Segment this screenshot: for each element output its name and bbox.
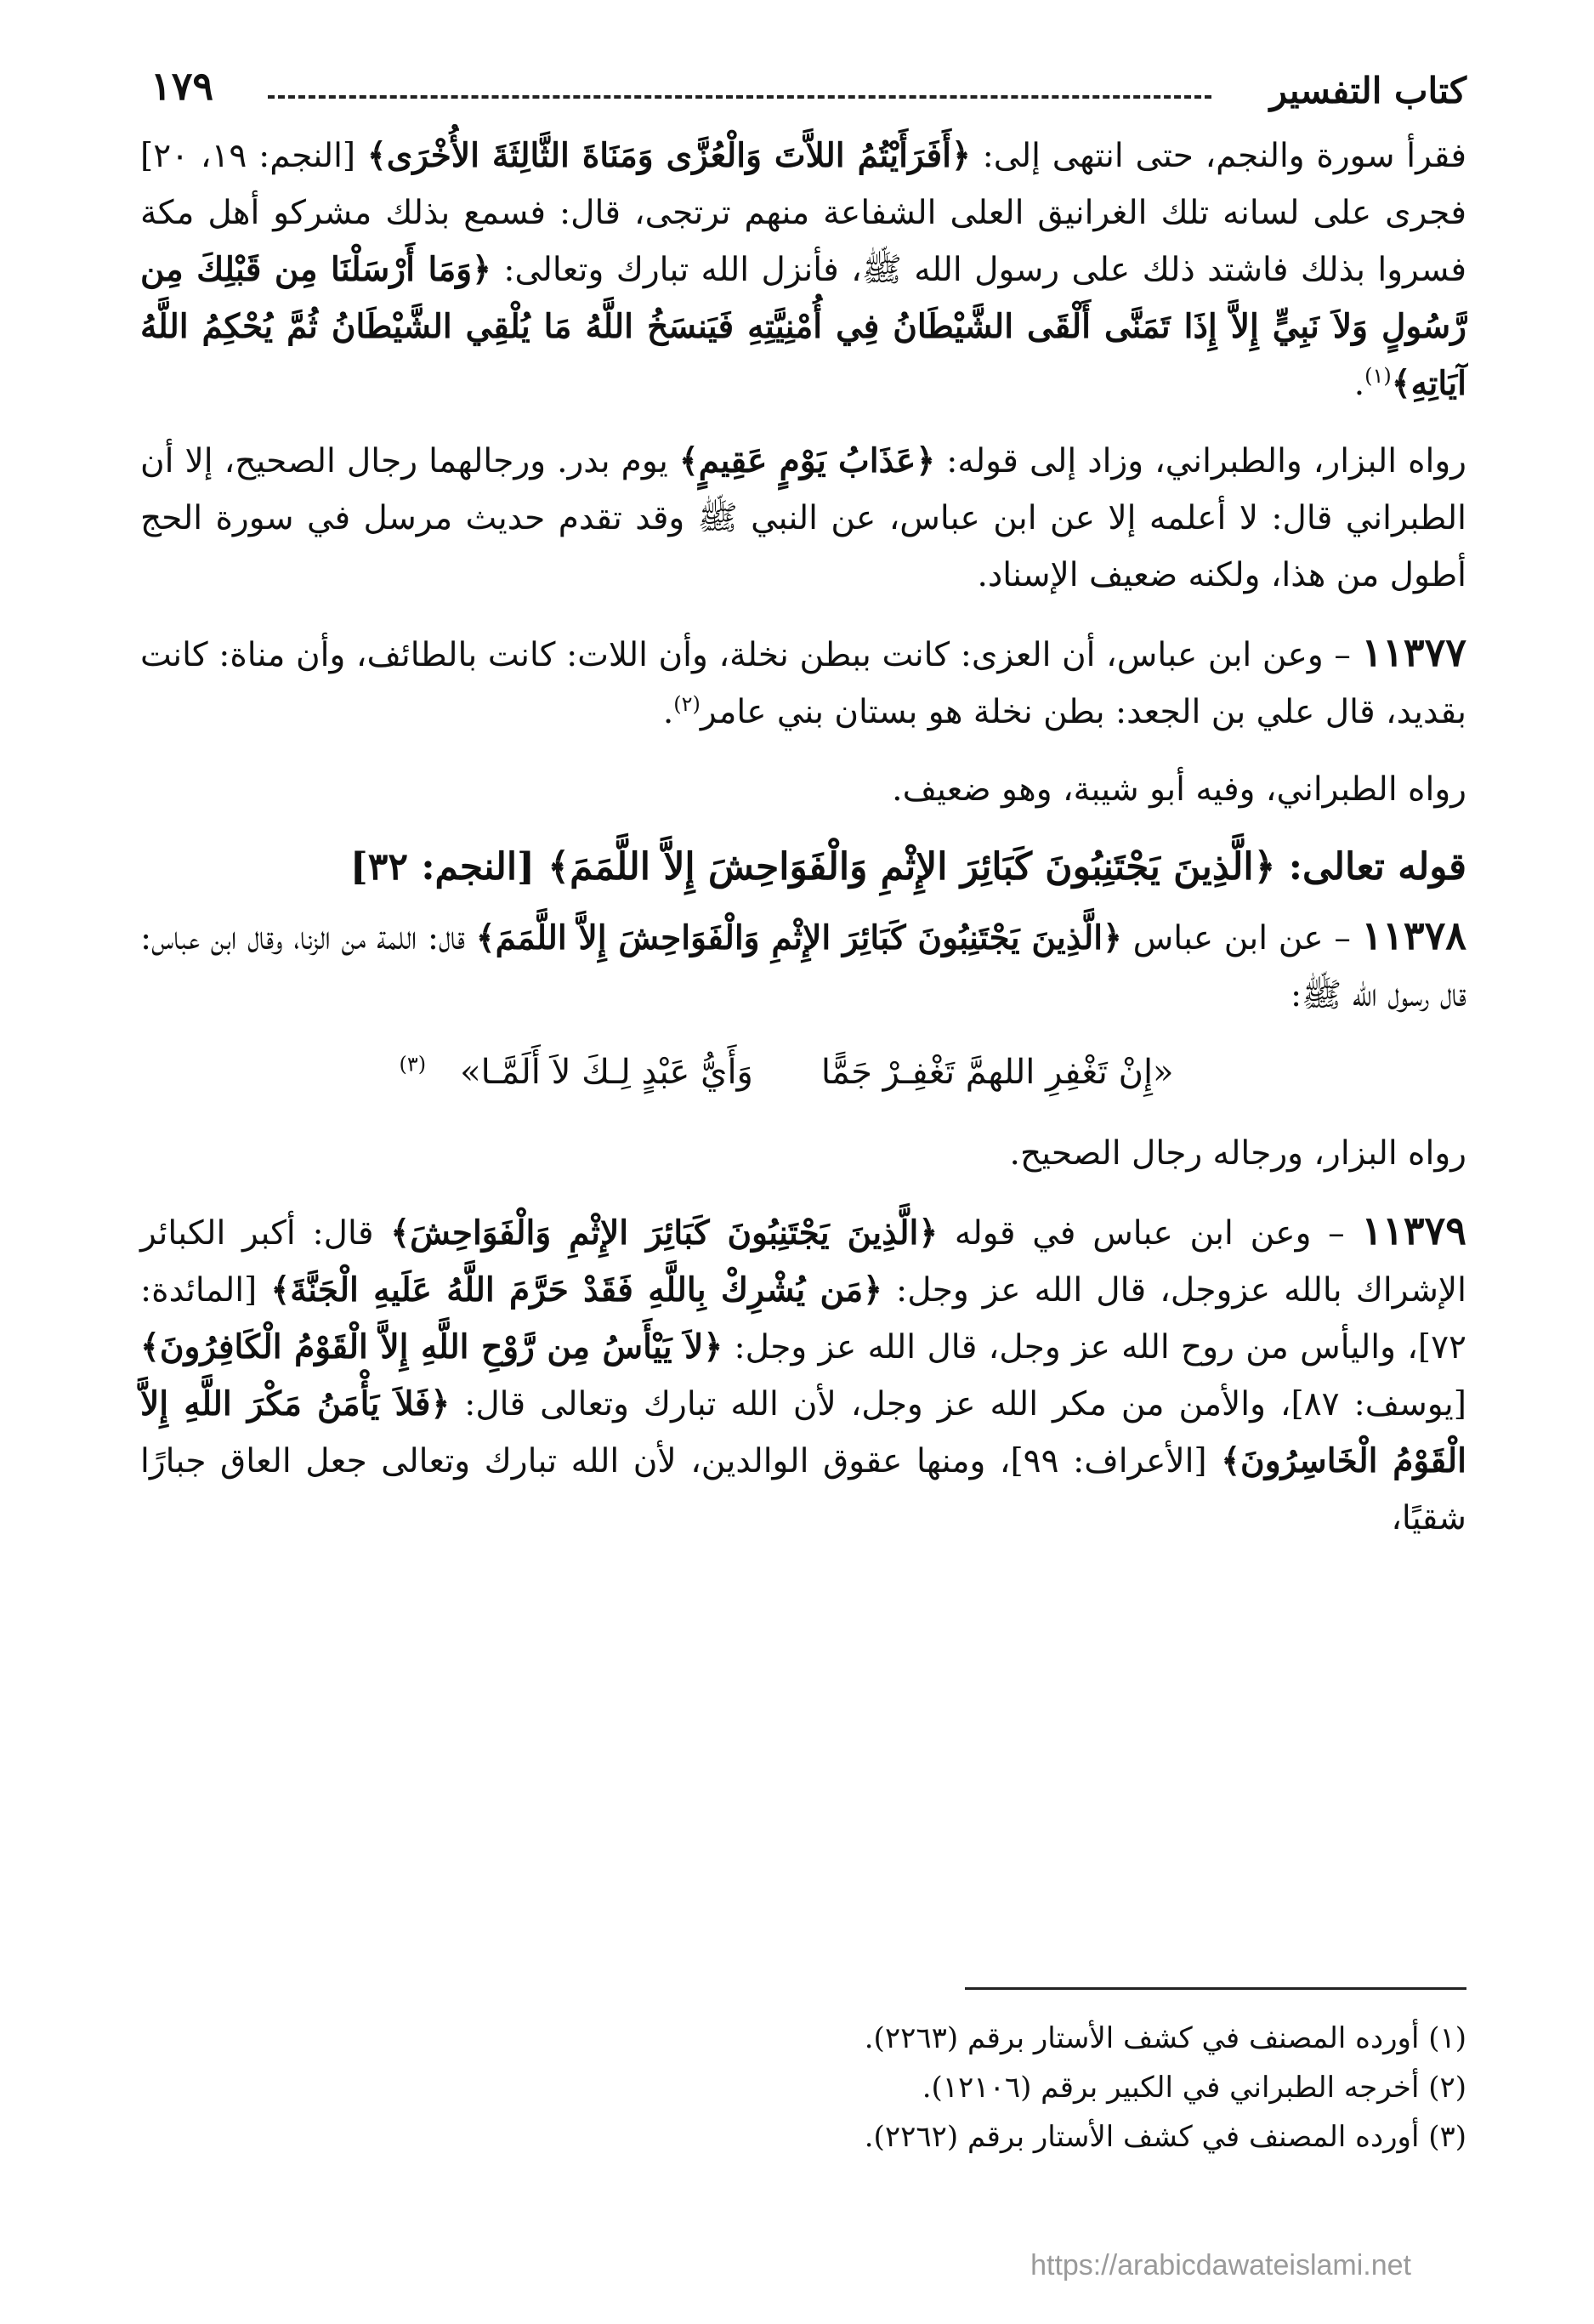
narration-note: رواه البزار، ورجاله رجال الصحيح. [1009,1134,1466,1173]
footnote-separator [965,1987,1466,1990]
quran-verse: ﴿مَن يُشْرِكْ بِاللَّهِ فَقَدْ حَرَّمَ اللَّهُ عَلَيهِ الْجَنَّةَ﴾ [270,1270,882,1310]
footnotes [140,2014,1466,2162]
poetry-verse [140,1044,1466,1101]
source-watermark: https://arabicdawateislami.net [1030,2249,1411,2281]
text-run: رواه البزار، والطبراني، وزاد إلى قوله: [935,442,1467,480]
narration-note: رواه الطبراني، وفيه أبو شيبة، وهو ضعيف. [892,770,1466,809]
text-run: يوم بدر. ورجالهما رجال الصحيح، إلا أن الطبراني قال: لا أعلمه إلا عن ابن عباس، عن النبي ﷺ وقد تقدم حديث مرسل في سورة الحج أطول من هذا، ولكنه ضعيف الإسناد. [140,442,1466,594]
main-text [140,128,1466,1567]
footnote-1: (١) أورده المصنف في كشف الأستار برقم (٢٢٦٣). [864,2021,1466,2055]
quran-verse: ﴿أَفَرَأَيْتُمُ اللاَّتَ وَالْعُزَّى وَمَنَاةَ الثَّالِثَةَ الأُخْرَى﴾ [366,136,971,175]
footnote-ref: (٢) [673,692,701,716]
text-run: [النجم: ١٩، ٢٠] فجرى على لسانه تلك الغرانيق العلى الشفاعة منهم ترتجى، قال: فسمع بذلك مشركو أهل مكة فسروا بذلك فاشتد ذلك على رسول الله ﷺ، فأنزل الله تبارك وتعالى: [140,137,1466,289]
footnote-ref: (٣) [399,1052,427,1077]
quran-verse: ﴿لاَ يَيْأَسُ مِن رَّوْحِ اللَّهِ إِلاَّ الْقَوْمُ الْكَافِرُونَ﴾ [140,1327,723,1367]
text-run: – وعن ابن عباس، أن العزى: كانت ببطن نخلة، وأن اللات: كانت بالطائف، وأن مناة: كانت بقديد، قال علي بن الجعد: بطن نخلة هو بستان بني عامر [140,636,1466,731]
book-title: كتاب التفسير [1269,70,1466,111]
hadith-11379 [140,1202,1466,1547]
quran-verse: ﴿عَذَابُ يَوْمٍ عَقِيمٍ﴾ [678,441,936,480]
text-run: [النجم: ٣٢] [349,845,548,889]
section-heading [140,838,1466,895]
text-run: [المائدة: ٧٢]، واليأس من روح الله عز وجل، قال الله عز وجل: [140,1271,1466,1367]
quran-verse: ﴿الَّذِينَ يَجْتَنِبُونَ كَبَائِرَ الإِثْمِ وَالْفَوَاحِشَ إِلاَّ اللَّمَمَ﴾ [475,918,1122,957]
hadith-number: ١١٣٧٧ [1361,629,1466,675]
footnote-ref: (١) [1364,364,1392,388]
hadith-11377 [140,624,1466,741]
text-run: . [662,693,674,731]
text-run: – عن ابن عباس [1121,919,1362,957]
quran-verse: ﴿وَمَا أَرْسَلْنَا مِن قَبْلِكَ مِن رَّسُولٍ وَلاَ نَبِيٍّ إِلاَّ إِذَا تَمَنَّى أَلْقَى الشَّيْطَانُ فِي أُمْنِيَّتِهِ فَيَنسَخُ اللَّهُ مَا يُلْقِي الشَّيْطَانُ ثُمَّ يُحْكِمُ اللَّهُ آيَاتِهِ﴾ [140,250,1466,403]
text-run: – وعن ابن عباس في قوله [938,1214,1362,1253]
hadith-number: ١١٣٧٨ [1361,912,1467,958]
text-run: فقرأ سورة والنجم، حتى انتهى إلى: [970,137,1466,175]
header-dashed-rule [268,95,1211,99]
verse-hemistich-second: وَأَيُّ عَبْدٍ لِـكَ لاَ أَلَمَّـا» [460,1053,753,1092]
quran-verse: ﴿فَلاَ يَأْمَنُ مَكْرَ اللَّهِ إِلاَّ الْقَوْمُ الْخَاسِرُونَ﴾ [140,1384,1466,1480]
text-run: [الأعراف: ٩٩]، ومنها عقوق الوالدين، لأن الله تبارك وتعالى جعل العاق جبارًا شقيًا، [140,1442,1466,1537]
footnote-3: (٣) أورده المصنف في كشف الأستار برقم (٢٢٦٢). [864,2120,1466,2154]
text-run: قال: أكبر الكبائر الإشراك بالله عزوجل، قال الله عز وجل: [140,1214,1466,1310]
text-run: [يوسف: ٨٧]، والأمن من مكر الله عز وجل، لأن الله تبارك وتعالى قال: [450,1385,1466,1423]
quran-verse: ﴿الَّذِينَ يَجْتَنِبُونَ كَبَائِرَ الإِثْمِ وَالْفَوَاحِشَ﴾ [390,1213,939,1253]
running-header [140,61,1466,121]
page-number: ١٧٩ [150,63,214,109]
text-run: قوله تعالى: [1275,845,1466,889]
hadith-11378 [140,907,1466,1024]
text-run: . [1353,365,1365,403]
footnote-2: (٢) أخرجه الطبراني في الكبير برقم (١٢١٠٦). [922,2071,1466,2105]
verse-hemistich-first: «إِنْ تَغْفِرِ اللهمَّ تَغْفِـرْ جَمًّا [820,1053,1174,1092]
hadith-number: ١١٣٧٩ [1361,1207,1466,1253]
text-run: قال: اللمة من الزنا، وقال ابن عباس: قال رسول الله ﷺ: [140,919,1466,1014]
quran-verse: ﴿الَّذِينَ يَجْتَنِبُونَ كَبَائِرَ الإِثْمِ وَالْفَوَاحِشَ إِلاَّ اللَّمَمَ﴾ [547,845,1276,889]
narration-note [140,433,1466,604]
paragraph-continuation [140,128,1466,412]
